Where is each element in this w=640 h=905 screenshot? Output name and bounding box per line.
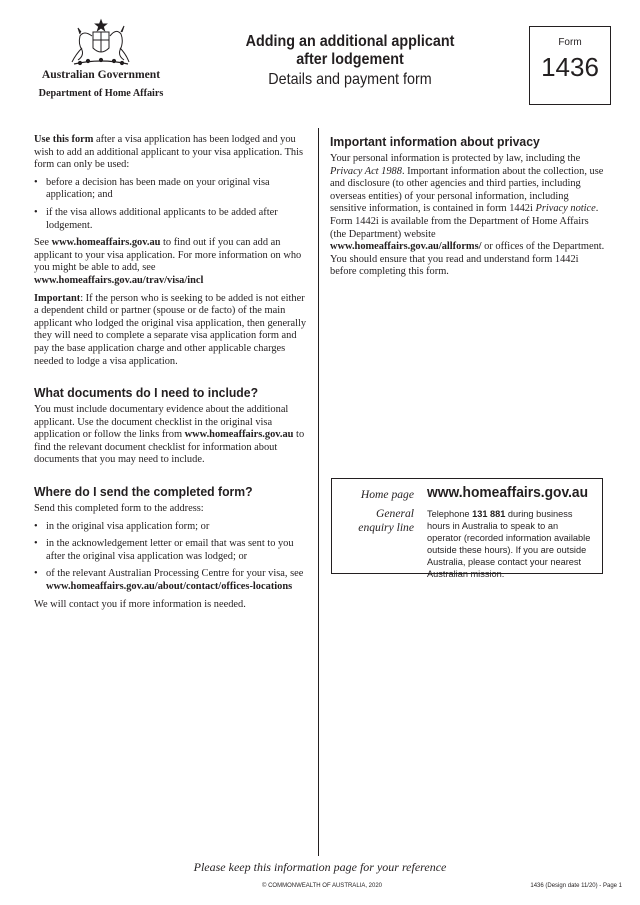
intro-lead: Use this form (34, 134, 94, 145)
documents-heading: What documents do I need to include? (34, 385, 259, 401)
list-item: • in the acknowledgement letter or email that was sent to you after the original visa application was lodged; or (34, 538, 294, 562)
documents-paragraph (34, 404, 308, 467)
see-url-link[interactable]: www.homeaffairs.gov.au (51, 237, 161, 249)
intro-paragraph (34, 134, 308, 172)
enquiry-post: during business hours in Australia to speak to an operator (recorded information available outside these hours). If you are outside Australia, please contact your nearest Australian mission. (427, 509, 591, 580)
see-pre: See (34, 237, 52, 249)
privacy-text-3: . Form 1442i is available from the Department of Home Affairs (the Department) website (330, 203, 599, 240)
see-paragraph (34, 237, 308, 287)
form-title: Adding an additional applicant after lodgement (245, 33, 455, 68)
privacy-text-2: . Important information about the collection, use and disclosure (to other agencies and third parties, including overseas entities) of your personal information, including sensitive information, is contained in form 1442i (330, 165, 604, 215)
coat-of-arms-icon (66, 18, 136, 68)
send-intro: Send this completed form to the address: (34, 503, 204, 515)
enquiry-label-line1: General (376, 507, 414, 520)
privacy-heading: Important information about privacy (330, 134, 540, 149)
right-column (330, 134, 606, 284)
privacy-act: Privacy Act 1988 (330, 165, 402, 177)
bullet-text: of the relevant Australian Processing Centre for your visa, see (46, 568, 304, 580)
footer-design-date: 1436 (Design date 11/20) - Page 1 (530, 883, 622, 889)
form-number: 1436 (541, 52, 599, 82)
important-label: Important (34, 292, 81, 304)
footer-note: Please keep this information page for your reference (193, 860, 447, 874)
left-column (34, 134, 308, 616)
important-text: : If the person who is seeking to be added is not either a dependent child or partner (spouse or de facto) of the main applicant who lodged the original visa application, then generally they will need to complete a separate visa application form and pay the base application charge and other applicable charges needed to lodge a visa application. (34, 292, 307, 367)
form-label: Form (558, 37, 582, 48)
bullet-text: before a decision has been made on your original visa application; and (46, 176, 270, 201)
important-paragraph (34, 293, 308, 369)
docs-text: You must include documentary evidence about the additional applicant. Use the document checklist in the original visa application or follow the links from (34, 404, 289, 441)
department-name: Department of Home Affairs (38, 88, 164, 99)
privacy-paragraph (330, 153, 606, 279)
privacy-text-4: or offices of the Department. You should ensure that you read and understand form 1442i before completing this form. (330, 241, 605, 278)
privacy-notice: Privacy notice (535, 203, 596, 215)
list-item: • of the relevant Australian Processing Centre for your visa, see www.homeaffairs.gov.au/about/contact/offices-locations (34, 568, 304, 593)
offices-url-link[interactable]: www.homeaffairs.gov.au/about/contact/offices-locations (46, 581, 293, 593)
docs-url-link[interactable]: www.homeaffairs.gov.au (184, 429, 294, 441)
see-text: to find out if you can add an applicant to your visa application. For more information on who you might be able to add, see (34, 237, 302, 274)
form-subtitle: Details and payment form (268, 71, 432, 88)
intro-text: after a visa application has been lodged and you wish to add an additional applicant to your visa application. This form can only be used: (34, 134, 304, 171)
bullet-text: if the visa allows additional applicants to be added after lodgement. (46, 206, 278, 231)
send-bullets (34, 521, 308, 594)
home-page-url-link[interactable]: www.homeaffairs.gov.au (427, 484, 589, 501)
enquiry-text (427, 509, 592, 581)
contact-box (331, 478, 603, 580)
government-name: Australian Government (41, 68, 161, 81)
send-outro: We will contact you if more information is needed. (34, 598, 246, 610)
send-heading: Where do I send the completed form? (34, 484, 253, 500)
home-page-label: Home page (360, 488, 414, 501)
privacy-text-1: Your personal information is protected by law, including the (330, 153, 581, 164)
intro-bullets (34, 177, 308, 232)
enquiry-phone[interactable]: 131 881 (472, 509, 506, 520)
visa-incl-url-link[interactable]: www.homeaffairs.gov.au/trav/visa/incl (34, 274, 204, 286)
column-divider (318, 128, 319, 856)
list-item: • in the original visa application form; or (34, 520, 210, 532)
allforms-url-link[interactable]: www.homeaffairs.gov.au/allforms/ (330, 241, 482, 253)
list-item: • if the visa allows additional applicants to be added after lodgement. (34, 206, 278, 231)
footer-copyright: © COMMONWEALTH OF AUSTRALIA, 2020 (262, 883, 382, 889)
list-item: • before a decision has been made on your original visa application; and (34, 176, 270, 201)
enquiry-pre: Telephone (427, 509, 473, 520)
docs-text-end: to find the relevant document checklist for information about documents that you may need to include. (34, 429, 305, 466)
enquiry-label-line2: enquiry line (358, 521, 414, 534)
enquiry-line-label (332, 507, 414, 535)
bullet-text: in the original visa application form; or (46, 520, 210, 532)
bullet-text: in the acknowledgement letter or email that was sent to you after the original visa application was lodged; or (46, 538, 294, 562)
